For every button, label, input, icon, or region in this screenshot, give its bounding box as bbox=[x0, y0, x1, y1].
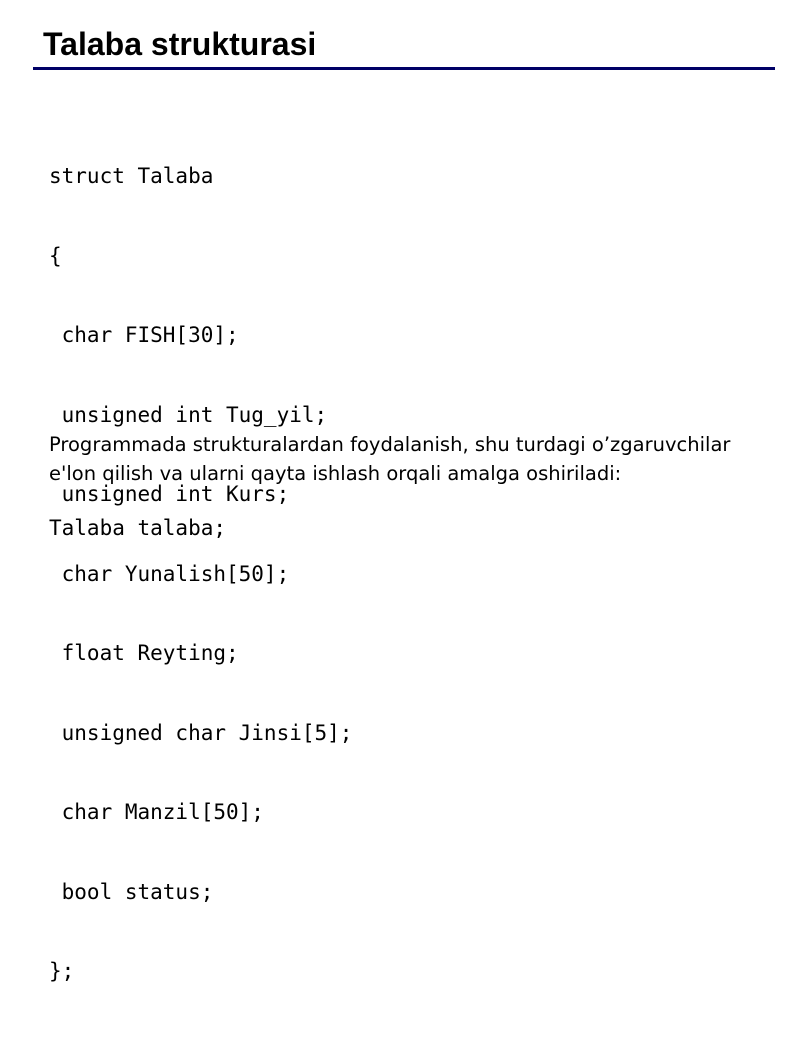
title-underline bbox=[33, 67, 775, 70]
code-line: unsigned int Kurs; bbox=[49, 482, 290, 506]
paragraph-line: e'lon qilish va ularni qayta ishlash orqali amalga oshiriladi: bbox=[49, 462, 622, 485]
code-line: struct Talaba bbox=[49, 164, 214, 188]
code-line: unsigned char Jinsi[5]; bbox=[49, 720, 353, 745]
slide-title: Talaba strukturasi bbox=[43, 26, 317, 62]
struct-code-block bbox=[49, 110, 352, 1038]
variable-declaration: Talaba talaba; bbox=[49, 516, 227, 540]
code-line: char FISH[30]; bbox=[49, 323, 239, 347]
code-line: char Manzil[50]; bbox=[49, 800, 264, 824]
code-line: bool status; bbox=[49, 879, 214, 904]
code-line: float Reyting; bbox=[49, 641, 239, 665]
explanation-paragraph bbox=[49, 430, 769, 488]
paragraph-line: Programmada strukturalardan foydalanish, shu turdagi o’zgaruvchilar bbox=[49, 433, 731, 456]
code-line: char Yunalish[50]; bbox=[49, 561, 290, 586]
code-line: }; bbox=[49, 959, 75, 983]
code-line: unsigned int Tug_yil; bbox=[49, 402, 328, 427]
code-line: { bbox=[49, 243, 62, 268]
